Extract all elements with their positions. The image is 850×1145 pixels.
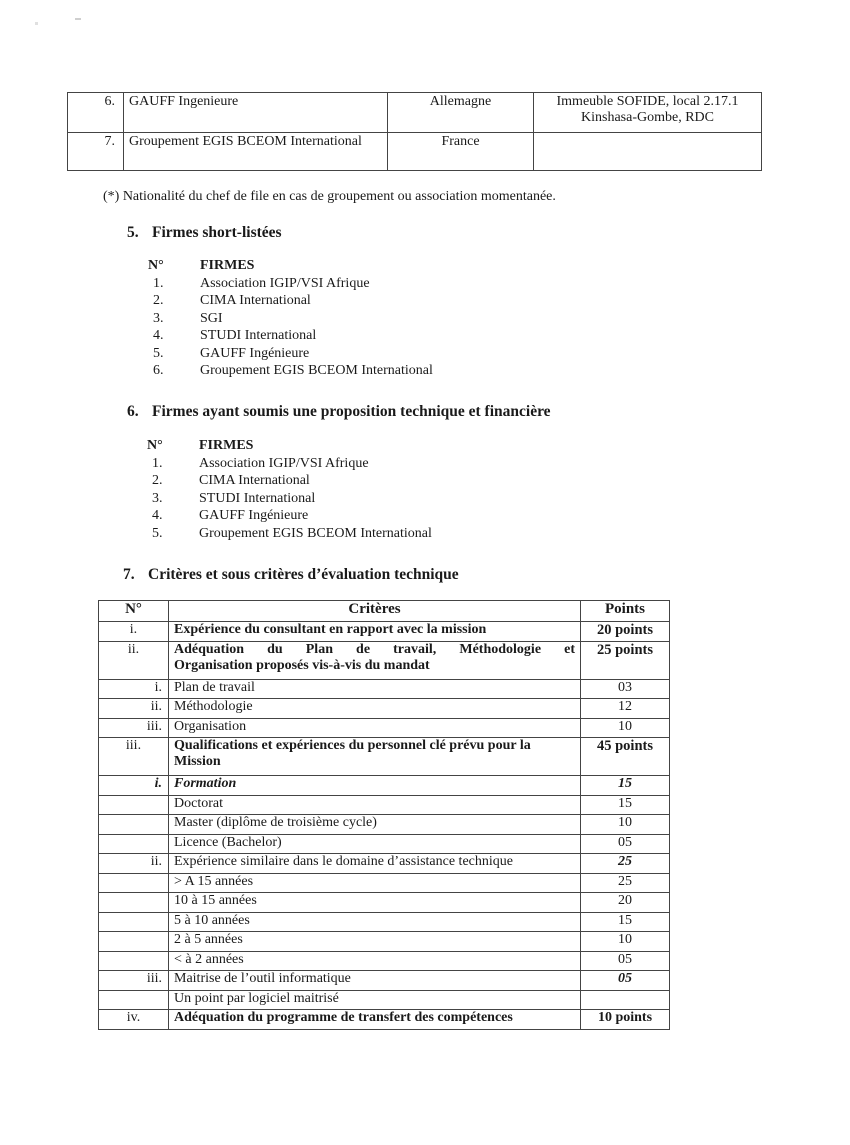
criteria-label (169, 641, 581, 679)
criteria-label: > A 15 années (169, 873, 581, 893)
criteria-label: 10 à 15 années (169, 893, 581, 913)
criteria-points: 20 (581, 893, 670, 913)
criteria-points: 20 points (581, 622, 670, 642)
firm-country: Allemagne (388, 93, 534, 133)
criteria-label-line: Mission (174, 754, 221, 769)
column-header-criteria: Critères (169, 601, 581, 622)
list-item (147, 507, 432, 525)
shortlisted-firms-list (148, 257, 433, 380)
item-number: 5. (153, 345, 164, 361)
table-row (68, 93, 762, 133)
criteria-points: 10 (581, 815, 670, 835)
column-header-number: N° (148, 258, 164, 273)
criteria-number: ii. (99, 641, 169, 679)
footnote: (*) Nationalité du chef de file en cas de groupement ou association momentanée. (103, 189, 556, 204)
list-item (148, 275, 433, 293)
firm-address (534, 133, 762, 171)
criteria-points: 15 (581, 776, 670, 796)
table-row (99, 679, 670, 699)
scan-artifact (75, 18, 81, 20)
item-number: 4. (152, 508, 163, 523)
criteria-number (99, 990, 169, 1010)
criteria-label: Master (diplôme de troisième cycle) (169, 815, 581, 835)
criteria-points: 15 (581, 912, 670, 932)
criteria-points: 10 points (581, 1010, 670, 1030)
criteria-number: ii. (99, 699, 169, 719)
section-title: Firmes short-listées (152, 224, 282, 241)
criteria-label: Plan de travail (169, 679, 581, 699)
criteria-label-line: Qualifications et expériences du personnel clé prévu pour la (174, 738, 531, 753)
criteria-number (99, 951, 169, 971)
table-row (99, 1010, 670, 1030)
list-item (148, 327, 433, 345)
criteria-number: iv. (99, 1010, 169, 1030)
criteria-number: i. (99, 679, 169, 699)
table-row (99, 815, 670, 835)
column-header-points: Points (581, 601, 670, 622)
item-number: 6. (153, 363, 164, 378)
criteria-label: Méthodologie (169, 699, 581, 719)
criteria-label: < à 2 années (169, 951, 581, 971)
firm-name: Groupement EGIS BCEOM International (124, 133, 388, 171)
criteria-label: Formation (169, 776, 581, 796)
item-firm: GAUFF Ingénieure (200, 345, 310, 361)
criteria-number (99, 795, 169, 815)
criteria-label (169, 738, 581, 776)
table-row (99, 795, 670, 815)
list-header (148, 257, 433, 275)
item-number: 2. (153, 293, 164, 308)
table-row (99, 932, 670, 952)
criteria-number: ii. (99, 854, 169, 874)
column-header-number: N° (99, 601, 169, 622)
list-item (148, 292, 433, 310)
column-header-number: N° (147, 438, 163, 453)
criteria-points (581, 990, 670, 1010)
criteria-label: Doctorat (169, 795, 581, 815)
firm-address: Immeuble SOFIDE, local 2.17.1 Kinshasa-Gombe, RDC (534, 93, 762, 133)
column-header-firms: FIRMES (199, 438, 254, 453)
item-firm: STUDI International (200, 328, 317, 343)
table-row (99, 912, 670, 932)
section-number: 7. (123, 566, 135, 583)
table-row (68, 133, 762, 171)
item-number: 2. (152, 473, 163, 488)
criteria-number: i. (99, 622, 169, 642)
criteria-number: iii. (99, 738, 169, 776)
criteria-points: 10 (581, 718, 670, 738)
list-header (147, 437, 432, 455)
table-row (99, 971, 670, 991)
criteria-points: 10 (581, 932, 670, 952)
criteria-points: 25 (581, 854, 670, 874)
list-item (148, 310, 433, 328)
criteria-points: 05 (581, 951, 670, 971)
item-number: 5. (152, 525, 163, 541)
scan-artifact (35, 22, 38, 25)
section-number: 5. (127, 224, 139, 241)
firm-number: 6. (68, 93, 124, 133)
list-item (147, 472, 432, 490)
table-row (99, 854, 670, 874)
item-firm: CIMA International (199, 473, 310, 488)
criteria-number (99, 893, 169, 913)
list-item (147, 455, 432, 473)
item-number: 3. (153, 310, 164, 326)
criteria-points: 45 points (581, 738, 670, 776)
item-number: 4. (153, 328, 164, 343)
section-6-heading (127, 403, 551, 421)
criteria-points: 12 (581, 699, 670, 719)
firm-name: GAUFF Ingenieure (124, 93, 388, 133)
firm-number: 7. (68, 133, 124, 171)
table-row (99, 718, 670, 738)
table-header-row (99, 601, 670, 622)
item-number: 1. (153, 275, 164, 291)
table-row (99, 699, 670, 719)
table-row (99, 990, 670, 1010)
section-number: 6. (127, 403, 139, 420)
item-firm: Association IGIP/VSI Afrique (199, 455, 369, 471)
item-number: 3. (152, 490, 163, 506)
table-row (99, 641, 670, 679)
criteria-points: 03 (581, 679, 670, 699)
table-row (99, 873, 670, 893)
criteria-number: i. (99, 776, 169, 796)
table-row (99, 622, 670, 642)
evaluation-criteria-table (98, 600, 670, 1030)
submitted-firms-list (147, 437, 432, 542)
item-firm: GAUFF Ingénieure (199, 508, 309, 523)
column-header-firms: FIRMES (200, 258, 255, 273)
criteria-points: 15 (581, 795, 670, 815)
item-firm: Association IGIP/VSI Afrique (200, 275, 370, 291)
criteria-label: Expérience du consultant en rapport avec la mission (169, 622, 581, 642)
criteria-number (99, 815, 169, 835)
firm-country: France (388, 133, 534, 171)
criteria-label: Adéquation du programme de transfert des compétences (169, 1010, 581, 1030)
section-title: Critères et sous critères d’évaluation technique (148, 566, 459, 583)
criteria-label-line: Adéquation du Plan de travail, Méthodologie et (174, 641, 575, 657)
criteria-label: Un point par logiciel maitrisé (169, 990, 581, 1010)
criteria-number: iii. (99, 971, 169, 991)
criteria-number: iii. (99, 718, 169, 738)
criteria-label: Expérience similaire dans le domaine d’assistance technique (169, 854, 581, 874)
item-firm: Groupement EGIS BCEOM International (199, 525, 432, 541)
criteria-points: 25 points (581, 641, 670, 679)
criteria-number (99, 932, 169, 952)
table-row (99, 738, 670, 776)
table-row (99, 893, 670, 913)
criteria-points: 05 (581, 971, 670, 991)
item-firm: CIMA International (200, 293, 311, 308)
item-firm: SGI (200, 310, 223, 326)
list-item (148, 362, 433, 380)
list-item (147, 490, 432, 508)
table-row (99, 776, 670, 796)
section-title: Firmes ayant soumis une proposition technique et financière (152, 403, 551, 420)
section-5-heading (127, 224, 282, 242)
criteria-points: 25 (581, 873, 670, 893)
criteria-label: Licence (Bachelor) (169, 834, 581, 854)
item-firm: Groupement EGIS BCEOM International (200, 363, 433, 378)
table-row (99, 951, 670, 971)
criteria-label: 2 à 5 années (169, 932, 581, 952)
criteria-number (99, 834, 169, 854)
criteria-label: Organisation (169, 718, 581, 738)
table-row (99, 834, 670, 854)
criteria-label: 5 à 10 années (169, 912, 581, 932)
list-item (147, 525, 432, 543)
section-7-heading (123, 566, 459, 584)
criteria-label-line: Organisation proposés vis-à-vis du mandat (174, 657, 430, 673)
criteria-number (99, 912, 169, 932)
criteria-number (99, 873, 169, 893)
item-firm: STUDI International (199, 490, 316, 506)
item-number: 1. (152, 455, 163, 471)
list-item (148, 345, 433, 363)
criteria-points: 05 (581, 834, 670, 854)
criteria-label: Maitrise de l’outil informatique (169, 971, 581, 991)
consultants-table (67, 92, 762, 171)
